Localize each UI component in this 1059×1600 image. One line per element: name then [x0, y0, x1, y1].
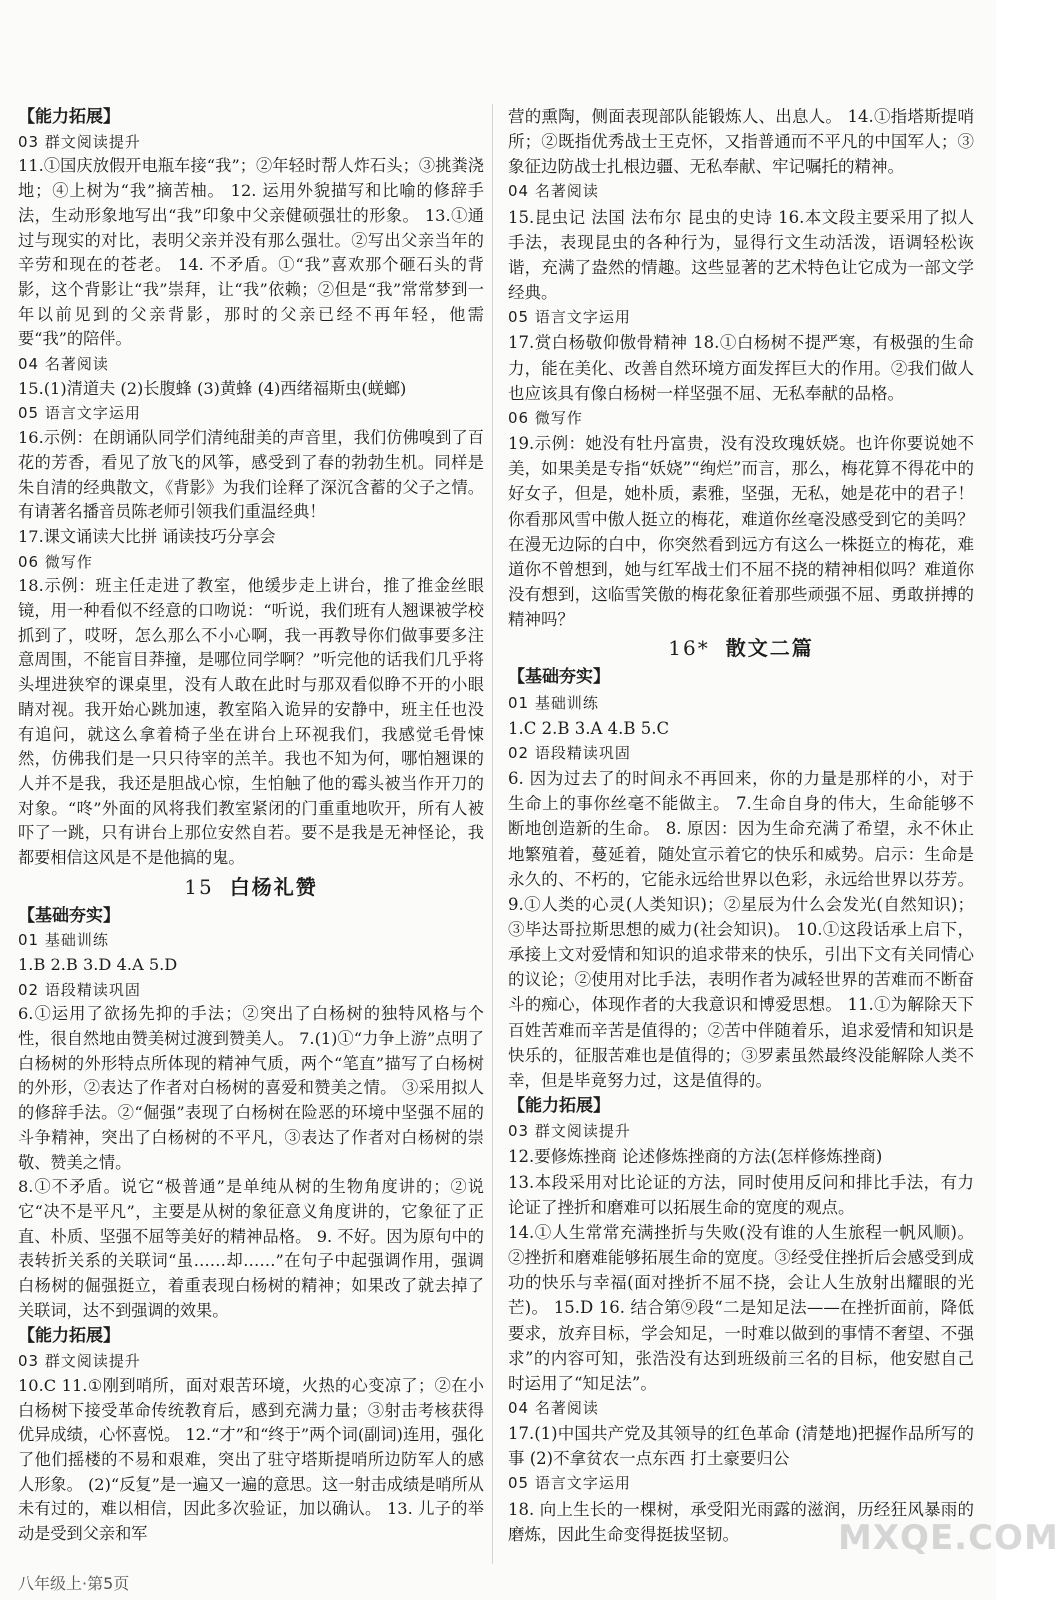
answer-paragraph: 6. 因为过去了的时间永不再回来，你的力量是那样的小，对于生命上的事你丝毫不能做主。 7.生命自身的伟大，生命能够不断地创造新的生命。 8. 原因：因为生命充满了希望，永不休止地繁殖着，蔓延着，随处宣示着它的快乐和威势。启示：生命是永久的、不朽的，它能永远给世界以色彩，永远给世界以芬芳。 9.①人类的心灵(人类知识)；②星辰为什么会发光(自然知识)；③毕达哥拉斯思想的威力(社会知识)。 10.①这段话承上启下，承接上文对爱情和知识的追求带来的快乐，引出下文有关同情心的议论；②使用对比手法，表明作者为减轻世界的苦难而不断奋斗的痴心，体现作者的大我意识和博爱思想。 11.①为解除天下百姓苦难而辛苦是值得的；②苦中伴随着乐，追求爱情和知识是快乐的，征服苦难也是值得的；③罗素虽然最终没能解除人类不幸，但是毕竟努力过，这是值得的。: [508, 769, 974, 1090]
answer-paragraph: 1.B 2.B 3.D 4.A 5.D: [18, 954, 178, 974]
answer-paragraph: 18. 向上生长的一棵树，承受阳光雨露的滋润，历经狂风暴雨的磨炼，因此生命变得挺拔坚韧。: [508, 1499, 974, 1544]
subsection-label: 02 语段精读巩固: [508, 743, 631, 762]
answer-paragraph: 8.①不矛盾。说它“极普通”是单纯从树的生物角度讲的；②说它“决不是平凡”，主要是从树的象征意义角度讲的，它象征了正直、朴质、坚强不屈等美好的精神品格。 9. 不好。因为原句中的表转折关系的关联词“虽……却……”在句子中起强调作用，强调白杨树的倔强挺立，着重表现白杨树的精神；如果改了就去掉了关联词，达不到强调的效果。: [18, 1177, 484, 1320]
subsection-label: 06 微写作: [18, 552, 93, 571]
lesson-title: [508, 636, 974, 661]
subsection-label: 05 语言文字运用: [508, 1474, 631, 1493]
answer-paragraph: 1.C 2.B 3.A 4.B 5.C: [508, 718, 670, 738]
subsection-label: 01 基础训练: [18, 931, 109, 950]
subsection-label: 04 名著阅读: [508, 1398, 599, 1417]
subsection-label: 01 基础训练: [508, 693, 599, 712]
lesson-number: 15: [184, 874, 214, 899]
answer-paragraph: 营的熏陶，侧面表现部队能锻炼人、出息人。 14.①指塔斯提哨所；②既指优秀战士王克怀，又指普通而不平凡的中国军人；③象征边防战士扎根边疆、无私奉献、牢记嘱托的精神。: [508, 107, 974, 177]
section-heading: 【基础夯实】: [508, 667, 610, 688]
answer-paragraph: 13.本段采用对比论证的方法，同时使用反问和排比手法，有力论证了挫折和磨难可以拓展生命的宽度的观点。: [508, 1172, 974, 1217]
watermark-logo: MXQE.COM: [838, 1518, 1059, 1558]
answer-paragraph: 15.(1)清道夫 (2)长腹蜂 (3)黄蜂 (4)西绪福斯虫(蜣螂): [18, 378, 407, 398]
lesson-name: 白杨礼赞: [229, 874, 318, 899]
answer-paragraph: 11.①国庆放假开电瓶车接“我”；②年轻时帮人炸石头；③挑粪浇地；④上树为“我”摘苦柚。 12. 运用外貌描写和比喻的修辞手法，生动形象地写出“我”印象中父亲健硕强壮的形象。 13.①通过与现实的对比，表明父亲并没有那么强壮。②写出父亲当年的辛劳和现在的苍老。 14. 不矛盾。①“我”喜欢那个砸石头的背影，这个背影让“我”崇拜，让“我”依赖；②但是“我”常常梦到一年以前见到的父亲背影，那时的父亲已经不再年轻，他需要“我”的陪伴。: [18, 156, 484, 349]
subsection-label: 06 微写作: [508, 408, 583, 427]
right-column: [508, 104, 974, 1547]
subsection-label: 02 语段精读巩固: [18, 980, 141, 999]
answer-paragraph: 15.昆虫记 法国 法布尔 昆虫的史诗 16.本文段主要采用了拟人手法，表现昆虫的各种行为，显得行文生动活泼，语调轻松诙谐，充满了盎然的情趣。这些显著的艺术特色让它成为一部文学经典。: [508, 207, 974, 303]
answer-paragraph: 17.赏白杨敬仰傲骨精神 18.①白杨树不提严寒，有极强的生命力，能在美化、改善自然环境方面发挥巨大的作用。②我们做人也应该具有像白杨树一样坚强不屈、无私奉献的品格。: [508, 333, 974, 403]
subsection-label: 04 名著阅读: [18, 355, 109, 374]
subsection-label: 05 语言文字运用: [18, 404, 141, 423]
subsection-label: 03 群文阅读提升: [18, 1352, 141, 1371]
answer-paragraph: 14.①人生常常充满挫折与失败(没有谁的人生旅程一帆风顺)。②挫折和磨难能够拓展生命的宽度。③经受住挫折后会感受到成功的快乐与幸福(面对挫折不屈不挠，会让人生放射出耀眼的光芒)。 15.D 16. 结合第⑨段“二是知足法——在挫折面前，降低要求，放弃目标，学会知足，一时难以做到的事情不奢望、不强求”的内容可知，张浩没有达到班级前三名的目标，他安慰自己时运用了“知足法”。: [508, 1222, 974, 1393]
answer-paragraph: 17.课文诵读大比拼 诵读技巧分享会: [18, 526, 276, 546]
left-column: [18, 104, 484, 1547]
answer-paragraph: 17.(1)中国共产党及其领导的红色革命 (清楚地)把握作品所写的事 (2)不拿贫农一点东西 打土豪要归公: [508, 1424, 974, 1469]
lesson-name: 散文二篇: [725, 636, 814, 661]
section-heading: 【基础夯实】: [18, 905, 120, 926]
column-divider: [492, 104, 493, 1564]
answer-paragraph: 6.①运用了欲扬先抑的手法；②突出了白杨树的独特风格与个性，很自然地由赞美树过渡到赞美人。 7.(1)①“力争上游”点明了白杨树的外形特点所体现的精神气质，两个“笔直”描写了白杨树的外形，②表达了作者对白杨树的喜爱和赞美之情。 ③采用拟人的修辞手法。②“倔强”表现了白杨树在险恶的环境中坚强不屈的斗争精神，突出了白杨树的不平凡，③表达了作者对白杨树的崇敬、赞美之情。: [18, 1004, 484, 1172]
lesson-title: [18, 875, 484, 900]
subsection-label: 05 语言文字运用: [508, 308, 631, 327]
subsection-label: 03 群文阅读提升: [18, 132, 141, 151]
subsection-label: 04 名著阅读: [508, 182, 599, 201]
section-heading: 【能力拓展】: [508, 1096, 610, 1117]
answer-paragraph: 12.要修炼挫商 论述修炼挫商的方法(怎样修炼挫商): [508, 1147, 883, 1167]
subsection-label: 03 群文阅读提升: [508, 1122, 631, 1141]
answer-paragraph: 10.C 11.①刚到哨所，面对艰苦环境，火热的心变凉了；②在小白杨树下接受革命传统教育后，感到充满力量；③射击考核获得优异成绩，心怀喜悦。 12.“才”和“终于”两个词(副词)连用，强化了他们摇楼的不易和艰难，突出了驻守塔斯提哨所边防军人的感人形象。 (2)“反复”是一遍又一遍的意思。这一射击成绩是哨所从未有过的，难以相信，因此多次验证，加以确认。 13. 儿子的举动是受到父亲和军: [18, 1375, 484, 1544]
page-footer: 八年级上·第5页: [18, 1574, 130, 1593]
answer-paragraph: 18.示例：班主任走进了教室，他缓步走上讲台，推了推金丝眼镜，用一种看似不经意的口吻说：“听说，我们班有人翘课被学校抓到了，哎呀，怎么那么不小心啊，我一再教导你们做事要多注意周围，不能盲目莽撞，是哪位同学啊？”听完他的话我们几乎将头埋进狭窄的课桌里，没有人敢在此时与那双看似睁不开的小眼睛对视。我开始心跳加速，教室陷入诡异的安静中，班主任也没有追问，就这么拿着椅子坐在讲台上环视我们，我感觉毛骨悚然，仿佛我们是一只只待宰的羔羊。我也不知为何，哪怕翘课的人并不是我，我还是胆战心惊，生怕触了他的霉头被当作开刀的对象。“咚”外面的风将我们教室紧闭的门重重地吹开，所有人被吓了一跳，只有讲台上那位安然自若。要不是我是无神怪论，我都要相信这风是不是他搞的鬼。: [18, 576, 484, 868]
answer-paragraph: 19.示例：她没有牡丹富贵，没有没玫瑰妖娆。也许你要说她不美，如果美是专指“妖娆”“绚烂”而言，那么，梅花算不得花中的好女子，但是，她朴质，素雅，坚强，无私，她是花中的君子！你看那风雪中傲人挺立的梅花，难道你丝毫没感受到它的美吗？在漫无边际的白中，你突然看到远方有这么一株挺立的梅花，难道你不曾想到，她与红军战士们不屈不挠的精神相似吗？难道你没有想到，这临雪笑傲的梅花象征着那些顽强不屈、勇敢拼搏的精神吗？: [508, 434, 974, 630]
section-heading: 【能力拓展】: [18, 107, 120, 127]
section-heading: 【能力拓展】: [18, 1326, 120, 1347]
answer-paragraph: 16.示例：在朗诵队同学们清纯甜美的声音里，我们仿佛嗅到了百花的芳香，看见了放飞的风筝，感受到了春的勃勃生机。同样是朱自清的经典散文，《背影》为我们诠释了深沉含蓄的父子之情。有请著名播音员陈老师引领我们重温经典！: [18, 428, 484, 522]
lesson-number: 16*: [668, 636, 710, 661]
